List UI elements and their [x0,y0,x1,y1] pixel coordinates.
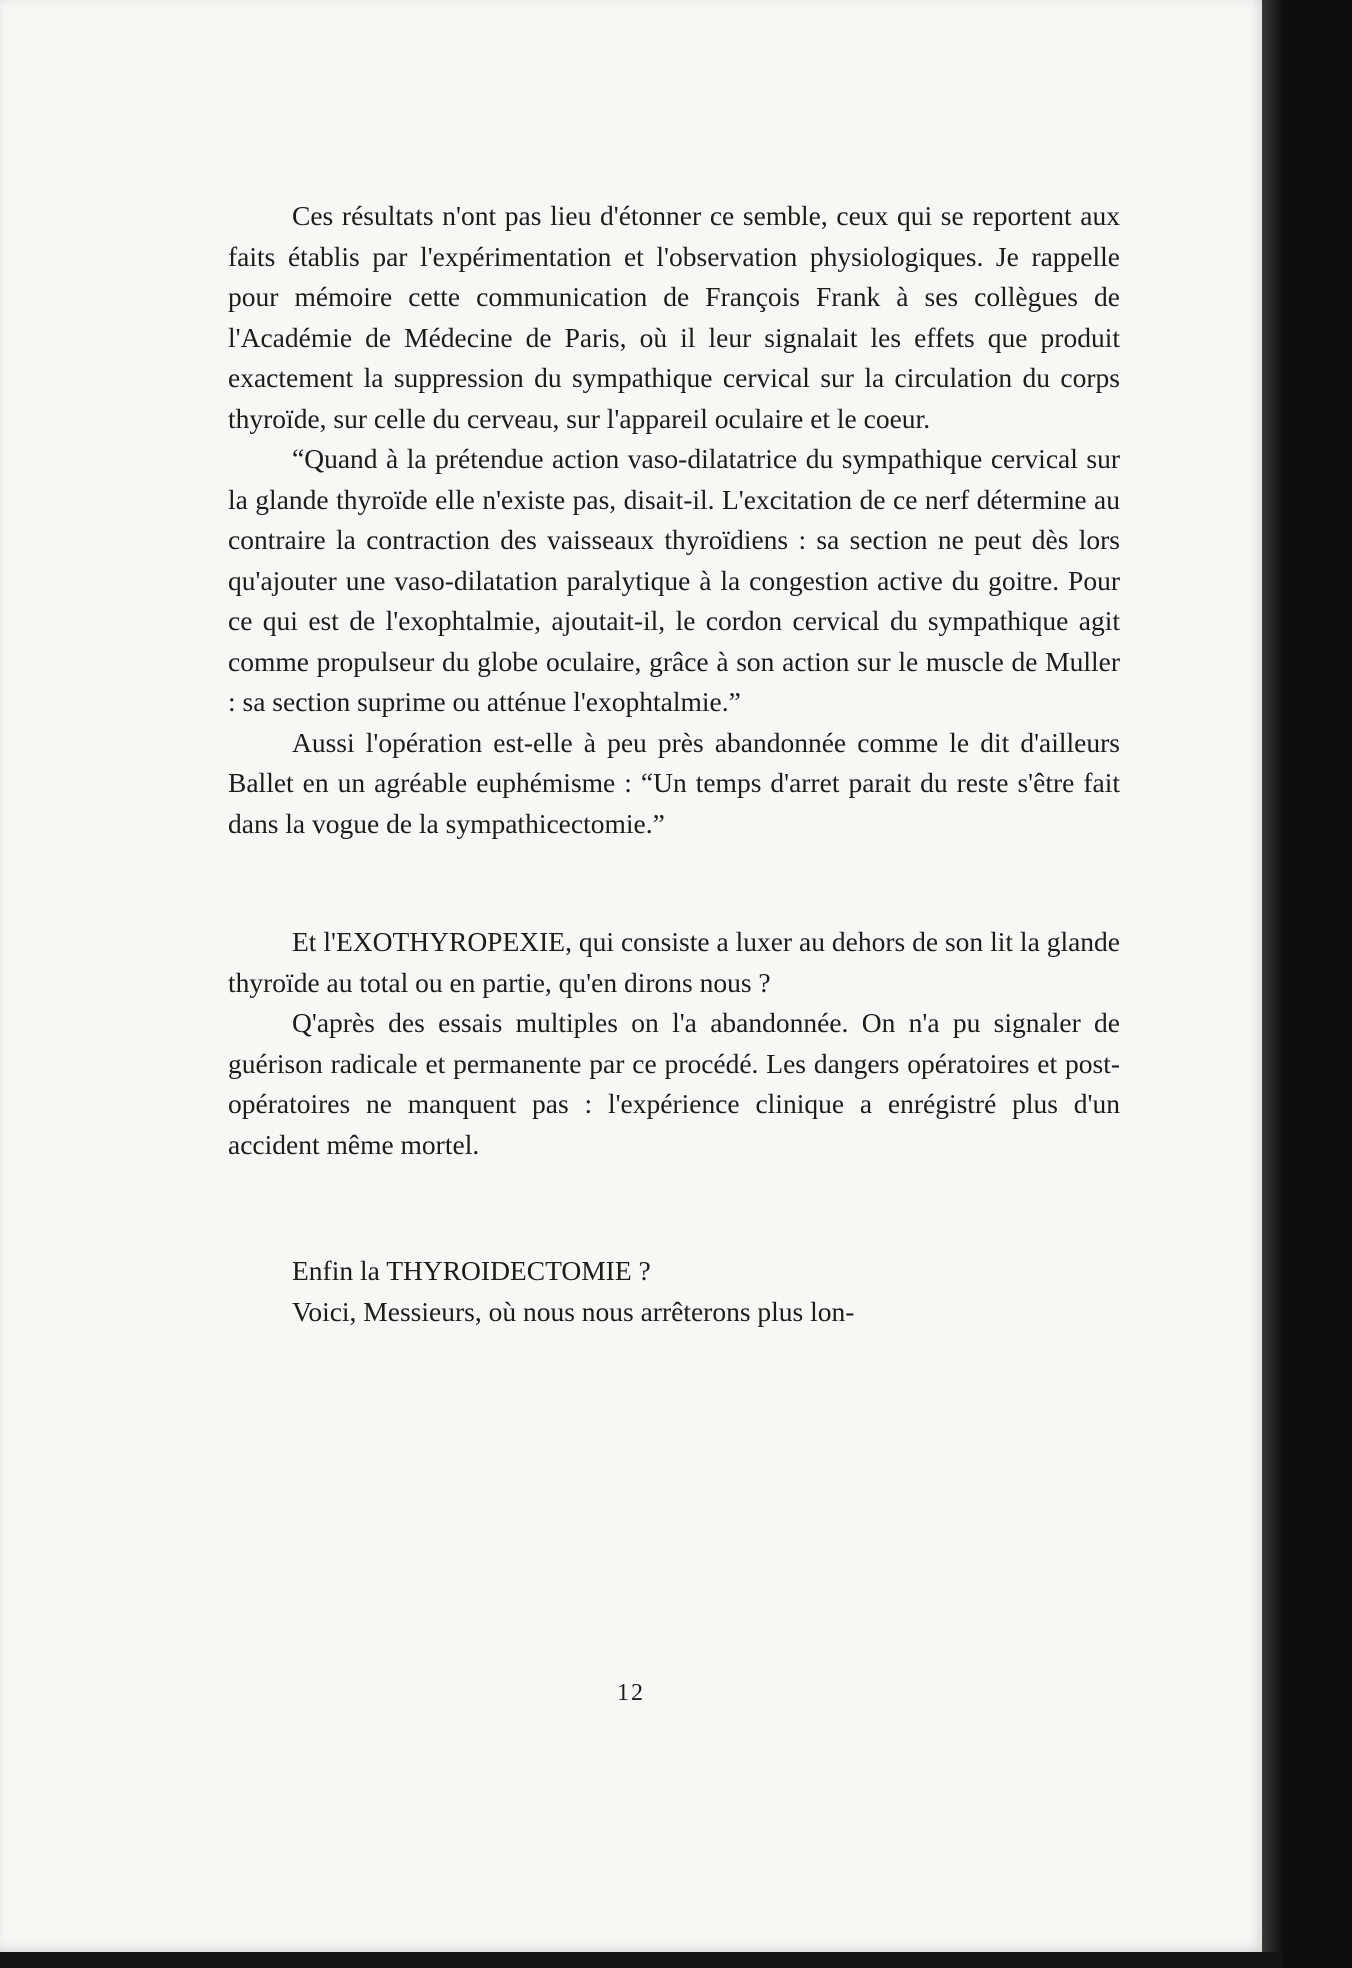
paragraph-sympathicectomy: Aussi l'opération est-elle à peu près abandonnée comme le dit d'ailleurs Ballet en un agréable euphémisme : “Un temps d'arret parait du reste s'être fait dans la vogue de la sympathicectomie.” [228,726,1120,839]
paragraph-thyroidectomie: Enfin la THYROIDECTOMIE ? [292,1255,651,1286]
paragraph-abandonment: Q'après des essais multiples on l'a abandonnée. On n'a pu signaler de guérison radicale et permanente par ce procédé. Les dangers opératoires et post-opératoires ne manquent pas : l'expérience clinique a enrégistré plus d'un accident même mortel. [228,1007,1120,1160]
paragraph-exothyropexie: Et l'EXOTHYROPEXIE, qui consiste a luxer au dehors de son lit la glande thyroïde au total ou en partie, qu'en dirons nous ? [228,926,1120,998]
page-bottom-edge [0,1952,1282,1968]
page-number: 12 [617,1680,645,1706]
paragraph-voici: Voici, Messieurs, où nous nous arrêterons plus lon- [292,1295,855,1327]
body-text [228,196,1120,1332]
paragraph-francois-frank-quote: “Quand à la prétendue action vaso-dilatatrice du sympathique cervical sur la glande thyroïde elle n'existe pas, disait-il. L'excitation de ce nerf détermine au contraire la contraction des vaisseaux thyroïdiens : sa section ne peut dès lors qu'ajouter une vaso-dilatation paralytique à la congestion active du goitre. Pour ce qui est de l'exophtalmie, ajoutait-il, le cordon cervical du sympathique agit comme propulseur du globe oculaire, grâce à son action sur le muscle de Muller : sa section suprime ou atténue l'exophtalmie.” [228,443,1120,717]
page-right-edge [1262,0,1282,1968]
book-spine [1282,0,1352,1968]
paragraph-physiology: Ces résultats n'ont pas lieu d'étonner ce semble, ceux qui se reportent aux faits établis par l'expérimentation et l'observation physiologiques. Je rappelle pour mémoire cette communication de François Frank à ses collègues de l'Académie de Médecine de Paris, où il leur signalait les effets que produit exactement la suppression du sympathique cervical sur la circulation du corps thyroïde, sur celle du cerveau, sur l'appareil oculaire et le coeur. [228,200,1120,434]
